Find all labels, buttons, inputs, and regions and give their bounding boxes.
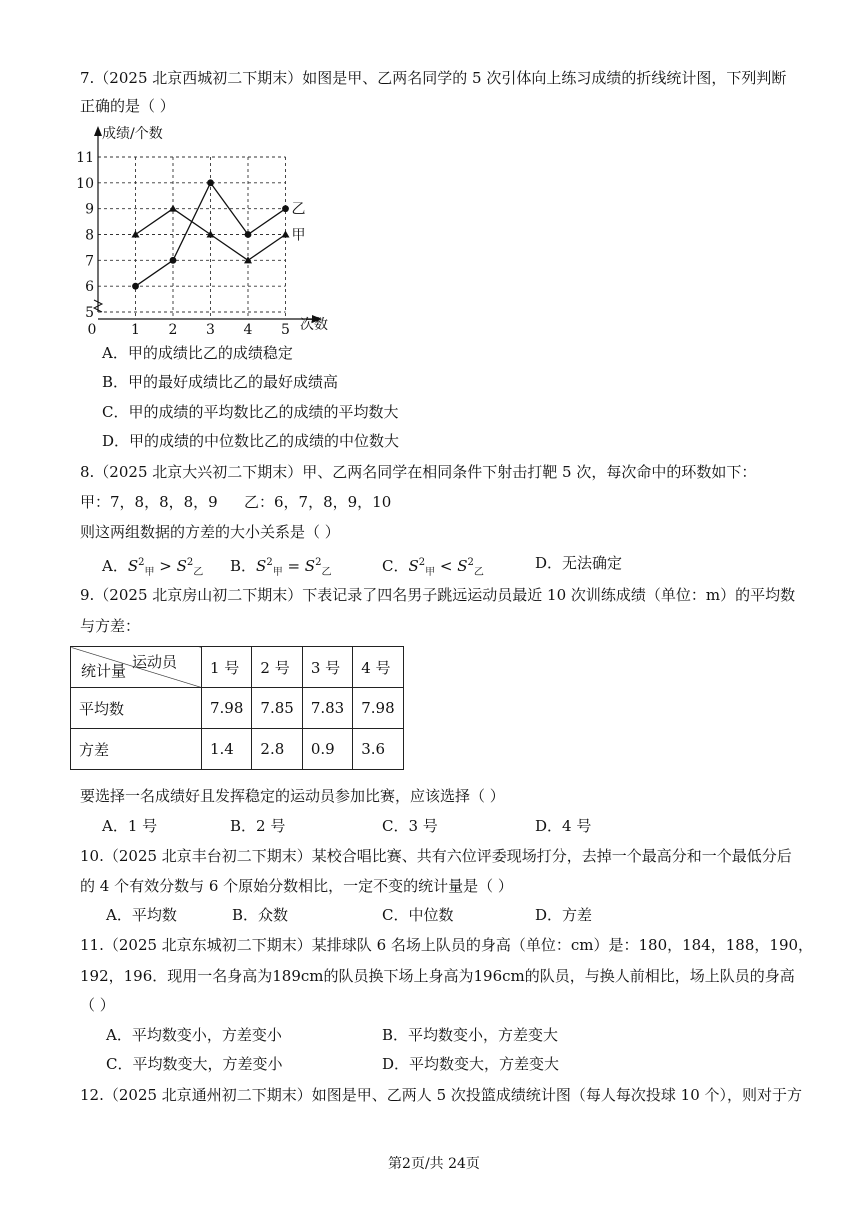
page-footer: 第2页/共 24页 [388, 1156, 480, 1172]
y-tick-label: 10 [76, 175, 94, 192]
q8-option-b[interactable]: B．$S^2_甲 = S^2_乙$ [230, 557, 332, 578]
q9-line3: 要选择一名成绩好且发挥稳定的运动员参加比赛，应该选择（ ） [80, 787, 505, 805]
y-tick-label: 11 [76, 150, 94, 166]
y-tick-label: 8 [85, 227, 94, 244]
stats-table [70, 646, 404, 770]
header-top-label: 运动员 [131, 653, 177, 671]
column-header: 2 号 [252, 647, 302, 688]
q11-line2: 192，196．现用一名身高为189cm的队员换下场上身高为196cm的队员，与换人前相比，场上队员的身高 [80, 967, 795, 985]
column-header: 3 号 [302, 647, 352, 688]
table-cell: 3.6 [353, 729, 403, 770]
table-cell: 0.9 [302, 729, 352, 770]
q10-option-b[interactable]: B．众数 [232, 906, 289, 924]
q11-option-d[interactable]: D．平均数变大，方差变大 [382, 1055, 560, 1073]
q9-option-d[interactable]: D．4 号 [535, 817, 592, 835]
q9-option-c[interactable]: C．3 号 [382, 817, 438, 835]
y-tick-label: 5 [85, 305, 94, 321]
q10-line1: 10.（2025 北京丰台初二下期末）某校合唱比赛、共有六位评委现场打分，去掉一个最高分和一个最低分后 [80, 847, 792, 865]
table-cell: 1.4 [202, 729, 252, 770]
data-point-甲 [132, 231, 140, 238]
q7-line2: 正确的是（ ） [80, 97, 175, 115]
table-cell: 7.98 [353, 688, 403, 729]
q9-option-b[interactable]: B．2 号 [230, 817, 286, 835]
table-header-row [71, 647, 404, 688]
x-tick-label: 4 [243, 322, 253, 338]
q7-line1: 7.（2025 北京西城初二下期末）如图是甲、乙两名同学的 5 次引体向上练习成绩的折线统计图，下列判断 [80, 69, 787, 87]
q11-line3: （ ） [80, 996, 115, 1014]
q11-line1: 11.（2025 北京东城初二下期末）某排球队 6 名场上队员的身高（单位：cm）是：180，184，188，190， [80, 936, 814, 954]
data-point-乙 [207, 179, 214, 186]
y-tick-label: 6 [85, 279, 94, 296]
table-cell: 7.83 [302, 688, 352, 729]
row-label: 平均数 [71, 688, 202, 729]
q8-option-a[interactable]: A．$S^2_甲 > S^2_乙$ [102, 557, 204, 578]
column-header: 1 号 [202, 647, 252, 688]
column-header: 4 号 [353, 647, 403, 688]
table-row [71, 688, 404, 729]
table-cell: 7.98 [202, 688, 252, 729]
q8-line1: 8.（2025 北京大兴初二下期末）甲、乙两名同学在相同条件下射击打靶 5 次，每次命中的环数如下： [80, 463, 757, 481]
chart-grid [98, 157, 286, 319]
x-tick-label: 1 [131, 322, 140, 338]
data-point-甲 [169, 205, 177, 212]
q8-line3: 则这两组数据的方差的大小关系是（ ） [80, 523, 340, 541]
table-corner-cell [71, 647, 202, 688]
data-point-乙 [170, 257, 177, 264]
data-point-甲 [282, 231, 290, 238]
q7-option-d[interactable]: D．甲的成绩的中位数比乙的成绩的中位数大 [102, 432, 400, 450]
q8-option-c[interactable]: C．$S^2_甲 < S^2_乙$ [382, 557, 484, 578]
x-tick-labels [88, 322, 290, 338]
q8-jia-data: 甲：7，8，8，8，9 [80, 493, 218, 511]
q9-line2: 与方差： [80, 617, 141, 635]
q9-line1: 9.（2025 北京房山初二下期末）下表记录了四名男子跳远运动员最近 10 次训练成绩（单位：m）的平均数 [80, 586, 796, 604]
y-tick-label: 7 [85, 253, 94, 270]
q11-option-b[interactable]: B．平均数变小，方差变大 [382, 1026, 559, 1044]
x-tick-label: 5 [281, 322, 290, 338]
q12-line1: 12.（2025 北京通州初二下期末）如图是甲、乙两人 5 次投篮成绩统计图（每人每次投球 10 个），则对于方 [80, 1086, 803, 1104]
q10-line2: 的 4 个有效分数与 6 个原始分数相比，一定不变的统计量是（ ） [80, 877, 513, 895]
q8-yi-data: 乙：6，7，8，9，10 [244, 493, 392, 511]
q10-option-a[interactable]: A．平均数 [106, 906, 177, 924]
q11-option-a[interactable]: A．平均数变小，方差变小 [106, 1026, 282, 1044]
q8-option-d[interactable]: D．无法确定 [535, 554, 623, 572]
y-tick-labels [76, 150, 94, 321]
y-tick-label: 9 [85, 201, 94, 218]
x-axis-label: 次数 [300, 317, 328, 333]
series-label-乙: 乙 [291, 201, 306, 218]
table-cell: 7.85 [252, 688, 302, 729]
header-bottom-label: 统计量 [81, 662, 127, 680]
q7-option-b[interactable]: B．甲的最好成绩比乙的最好成绩高 [102, 373, 339, 391]
data-point-乙 [282, 205, 289, 212]
data-point-乙 [132, 283, 139, 290]
data-point-甲 [207, 231, 215, 238]
q7-option-c[interactable]: C．甲的成绩的平均数比乙的成绩的平均数大 [102, 403, 399, 421]
line-chart [76, 124, 344, 338]
q10-option-c[interactable]: C．中位数 [382, 906, 454, 924]
table-cell: 2.8 [252, 729, 302, 770]
x-tick-label: 3 [206, 322, 215, 338]
q7-option-a[interactable]: A．甲的成绩比乙的成绩稳定 [102, 344, 293, 362]
q11-option-c[interactable]: C．平均数变大，方差变小 [106, 1055, 283, 1073]
row-label: 方差 [71, 729, 202, 770]
x-tick-label: 2 [168, 322, 178, 338]
q9-option-a[interactable]: A．1 号 [102, 817, 158, 835]
q10-option-d[interactable]: D．方差 [535, 906, 593, 924]
data-point-甲 [244, 256, 252, 263]
data-point-乙 [245, 231, 252, 238]
chart-axes [94, 126, 322, 323]
x-tick-label: 0 [87, 322, 97, 338]
series-label-甲: 甲 [291, 227, 306, 244]
table-row [71, 729, 404, 770]
y-axis-label: 成绩/个数 [102, 126, 163, 142]
